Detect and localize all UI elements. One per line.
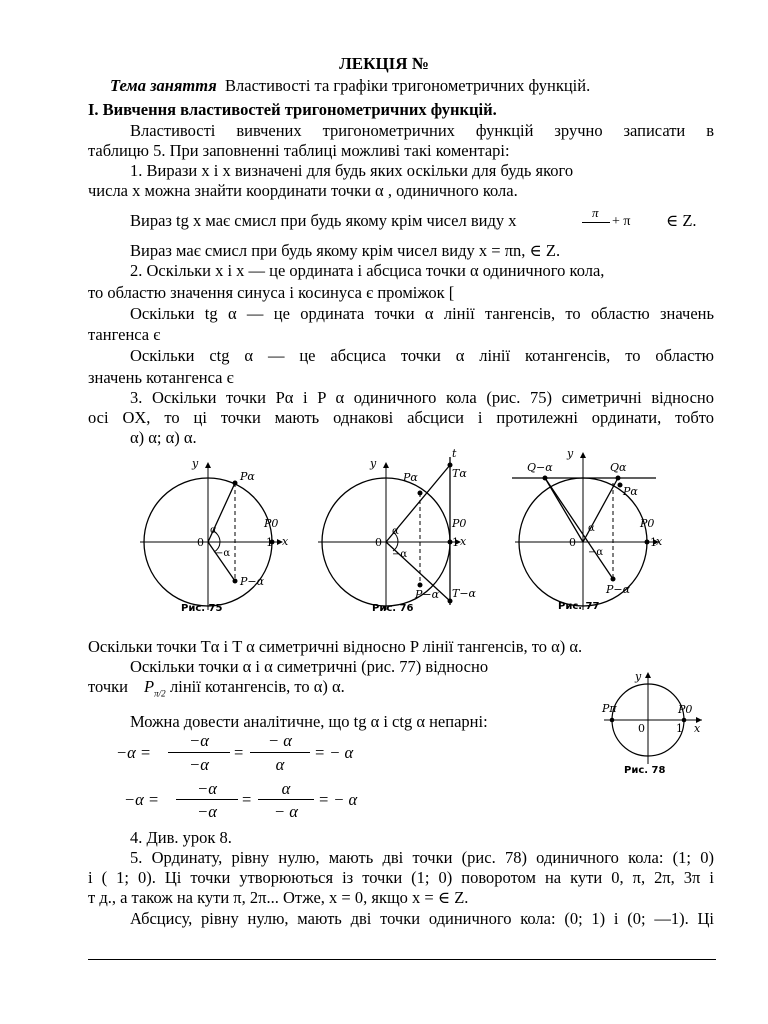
svg-text:y: y — [635, 670, 642, 683]
text-line: значень котангенса є — [88, 368, 234, 387]
svg-text:P−α: P−α — [240, 575, 265, 588]
text-line: точки — [88, 677, 128, 696]
svg-text:T−α: T−α — [452, 587, 476, 600]
svg-text:1: 1 — [676, 722, 683, 735]
svg-text:x: x — [656, 535, 663, 548]
svg-text:−α: −α — [392, 549, 408, 560]
text-line: Вираз має смисл при будь якому крім чисел виду x = πn, ∈ Z. — [130, 241, 561, 260]
svg-text:0: 0 — [375, 536, 382, 549]
svg-text:x: x — [694, 722, 701, 735]
svg-text:P0: P0 — [264, 517, 279, 530]
text-line: лінії котангенсів, то α) α. — [170, 677, 345, 696]
text-line: α) α; α) α. — [130, 428, 197, 447]
text-line: Абсцису, рівну нулю, мають дві точки одиничного кола: (0; 1) і (0; —1). Ці — [130, 909, 714, 928]
topic-line — [110, 76, 590, 96]
svg-text:Q−α: Q−α — [527, 461, 553, 474]
p-pi-half: $P_{\pi/2}$ — [144, 677, 166, 699]
svg-text:−α: −α — [588, 547, 604, 558]
text-line: таблицю 5. При заповненні таблиці можливі такі коментарі: — [88, 141, 510, 160]
text-line: 5. Ординату, рівну нулю, мають дві точки (рис. 78) одиничного кола: (1; 0) — [130, 848, 714, 867]
text-line: Оскільки точки Tα і T α симетричні відносно P лінії тангенсів, то α) α. — [88, 637, 583, 656]
svg-text:1: 1 — [452, 536, 459, 549]
figures-75-77 — [0, 445, 768, 625]
svg-text:0: 0 — [638, 722, 645, 735]
lecture-title: ЛЕКЦІЯ № — [339, 54, 429, 73]
svg-text:P−α: P−α — [415, 588, 440, 601]
text-line: тангенса є — [88, 325, 161, 344]
document-page: ЛЕКЦІЯ № Тема заняття Властивості та графіки тригонометричних функцій. І. Вивчення властивостей тригонометричних функцій. Властивості вивчених тригонометричних функцій зручно записати в таблицю 5. При заповненні таблиці можливі такі коментарі: 1. Вирази x і x визначені для будь яких оскільки для будь якого числа x можна знайти координати точки α , одиничного кола. Вираз tg x має смисл при будь якому крім чисел виду x π + π ∈ Z. Вираз має смисл при будь якому крім чисел виду x = πn, ∈ Z. 2. Оскільки x і x — це ордината і абсциса точки α одиничного кола, то областю значення синуса і косинуса є проміжок [ Оскільки tg α — це ордината точки α лінії тангенсів, то областю значень тангенса є Оскільки ctg α — це абсциса точки α лінії котангенсів, то областю значень котангенса є 3. Оскільки точки Pα і P α одиничного кола (рис. 75) симетричні відносно осі OX, то ці точки мають однакові абсциси і протилежні ординати, тобто α) α; α) α. y x 0 1 Pα P−α P0 α −α y x t 0 1 Pα P−α Tα T−α P0 α −α y x 0 1 Q−α Qα Pα P−α P0 α −α Рис. 75 Рис. 76 Рис. 77 Оскільки точки Tα і T α симетричні відносно P лінії тангенсів, то α) α. Оскільки точки α і α симетричні (рис. 77) відносно точки $P_{\pi/2}$ лінії котангенсів, то α) α. y x 0 1 Pπ P0 Рис. 78 Можна довести аналітичне, що tg α і ctg α непарні: −α = −α −α = − α α = − α −α = −α −α = α − α = − α 4. Див. урок 8. 5. Ординату, рівну нулю, мають дві точки (рис. 78) одиничного кола: (1; 0) і ( 1; 0). Ці точки утворюються із точки (1; 0) поворотом на кути 0, π, 2π, 3π і т д., а також на кути π, 2π... Отже, x = 0, якщо x = ∈ Z. Абсцису, рівну нулю, мають дві точки одиничного кола: (0; 1) і (0; —1). Ці — [0, 0, 768, 1024]
svg-text:α: α — [392, 526, 399, 537]
text-line: осі OX, то ці точки мають однакові абсциси і протилежні ординати, тобто — [88, 408, 714, 427]
text-line: Можна довести аналітичне, що tg α і ctg α непарні: — [130, 712, 488, 731]
svg-text:x: x — [460, 535, 467, 548]
figure-77-caption: Рис. 77 — [558, 601, 600, 612]
svg-text:0: 0 — [569, 536, 576, 549]
svg-text:y: y — [567, 447, 574, 460]
fraction-bar — [582, 222, 610, 223]
text-line: т д., а також на кути π, 2π... Отже, x = 0, якщо x = ∈ Z. — [88, 888, 469, 907]
figure-75-caption: Рис. 75 — [181, 603, 223, 614]
svg-text:P−α: P−α — [606, 583, 631, 596]
svg-text:P0: P0 — [452, 517, 467, 530]
topic-text: Властивості та графіки тригонометричних функцій. — [225, 76, 591, 95]
text-line: Оскільки ctg α — це абсциса точки α лінії котангенсів, то областю — [130, 346, 714, 365]
section-heading: І. Вивчення властивостей тригонометричних функцій. — [88, 100, 497, 119]
text-line: 1. Вирази x і x визначені для будь яких оскільки для будь якого — [130, 161, 574, 180]
figure-76-caption: Рис. 76 — [372, 603, 414, 614]
text-line: то областю значення синуса і косинуса є проміжок [ — [88, 283, 455, 302]
svg-text:P0: P0 — [640, 517, 655, 530]
pi-fraction-num: π — [592, 205, 599, 220]
fig75-x-label: x — [282, 535, 289, 548]
figure-77 — [512, 447, 663, 610]
svg-text:P0: P0 — [678, 703, 693, 716]
text-line: 4. Див. урок 8. — [130, 828, 232, 847]
figure-78-caption: Рис. 78 — [624, 765, 666, 776]
svg-text:−α: −α — [215, 548, 231, 559]
svg-text:1: 1 — [266, 536, 273, 549]
svg-text:1: 1 — [650, 536, 657, 549]
svg-text:α: α — [210, 525, 217, 536]
svg-text:α: α — [588, 523, 595, 534]
svg-text:y: y — [370, 457, 377, 470]
fig75-y-label: y — [192, 457, 199, 470]
footer-divider — [88, 959, 716, 960]
figure-75 — [140, 457, 289, 610]
svg-text:Pπ: Pπ — [602, 702, 617, 715]
text-line: Властивості вивчених тригонометричних функцій зручно записати в — [130, 121, 714, 140]
svg-text:t: t — [452, 447, 457, 460]
svg-text:Pα: Pα — [240, 470, 255, 483]
figure-78 — [590, 668, 718, 768]
text-line: 2. Оскільки x і x — це ордината і абсциса точки α одиничного кола, — [130, 261, 605, 280]
pi-fraction-rest: + π — [612, 214, 631, 229]
svg-text:Pα: Pα — [623, 485, 638, 498]
text-line: 3. Оскільки точки Pα і P α одиничного кола (рис. 75) симетричні відносно — [130, 388, 714, 407]
text-line: Оскільки точки α і α симетричні (рис. 77) відносно — [130, 657, 489, 676]
svg-text:Pα: Pα — [403, 471, 418, 484]
svg-text:0: 0 — [197, 536, 204, 549]
text-line: ∈ Z. — [666, 211, 697, 230]
text-line: числа x можна знайти координати точки α , одиничного кола. — [88, 181, 518, 200]
text-line: Вираз tg x має смисл при будь якому крім чисел виду x — [130, 211, 517, 230]
text-line: Оскільки tg α — це ордината точки α лінії тангенсів, то областю значень — [130, 304, 714, 323]
topic-label: Тема заняття — [110, 76, 217, 95]
figure-76 — [318, 447, 477, 610]
text-line: і ( 1; 0). Ці точки утворюються із точки (1; 0) поворотом на кути 0, π, 2π, 3π і — [88, 868, 714, 887]
svg-text:Qα: Qα — [610, 461, 627, 474]
svg-text:Tα: Tα — [452, 467, 467, 480]
